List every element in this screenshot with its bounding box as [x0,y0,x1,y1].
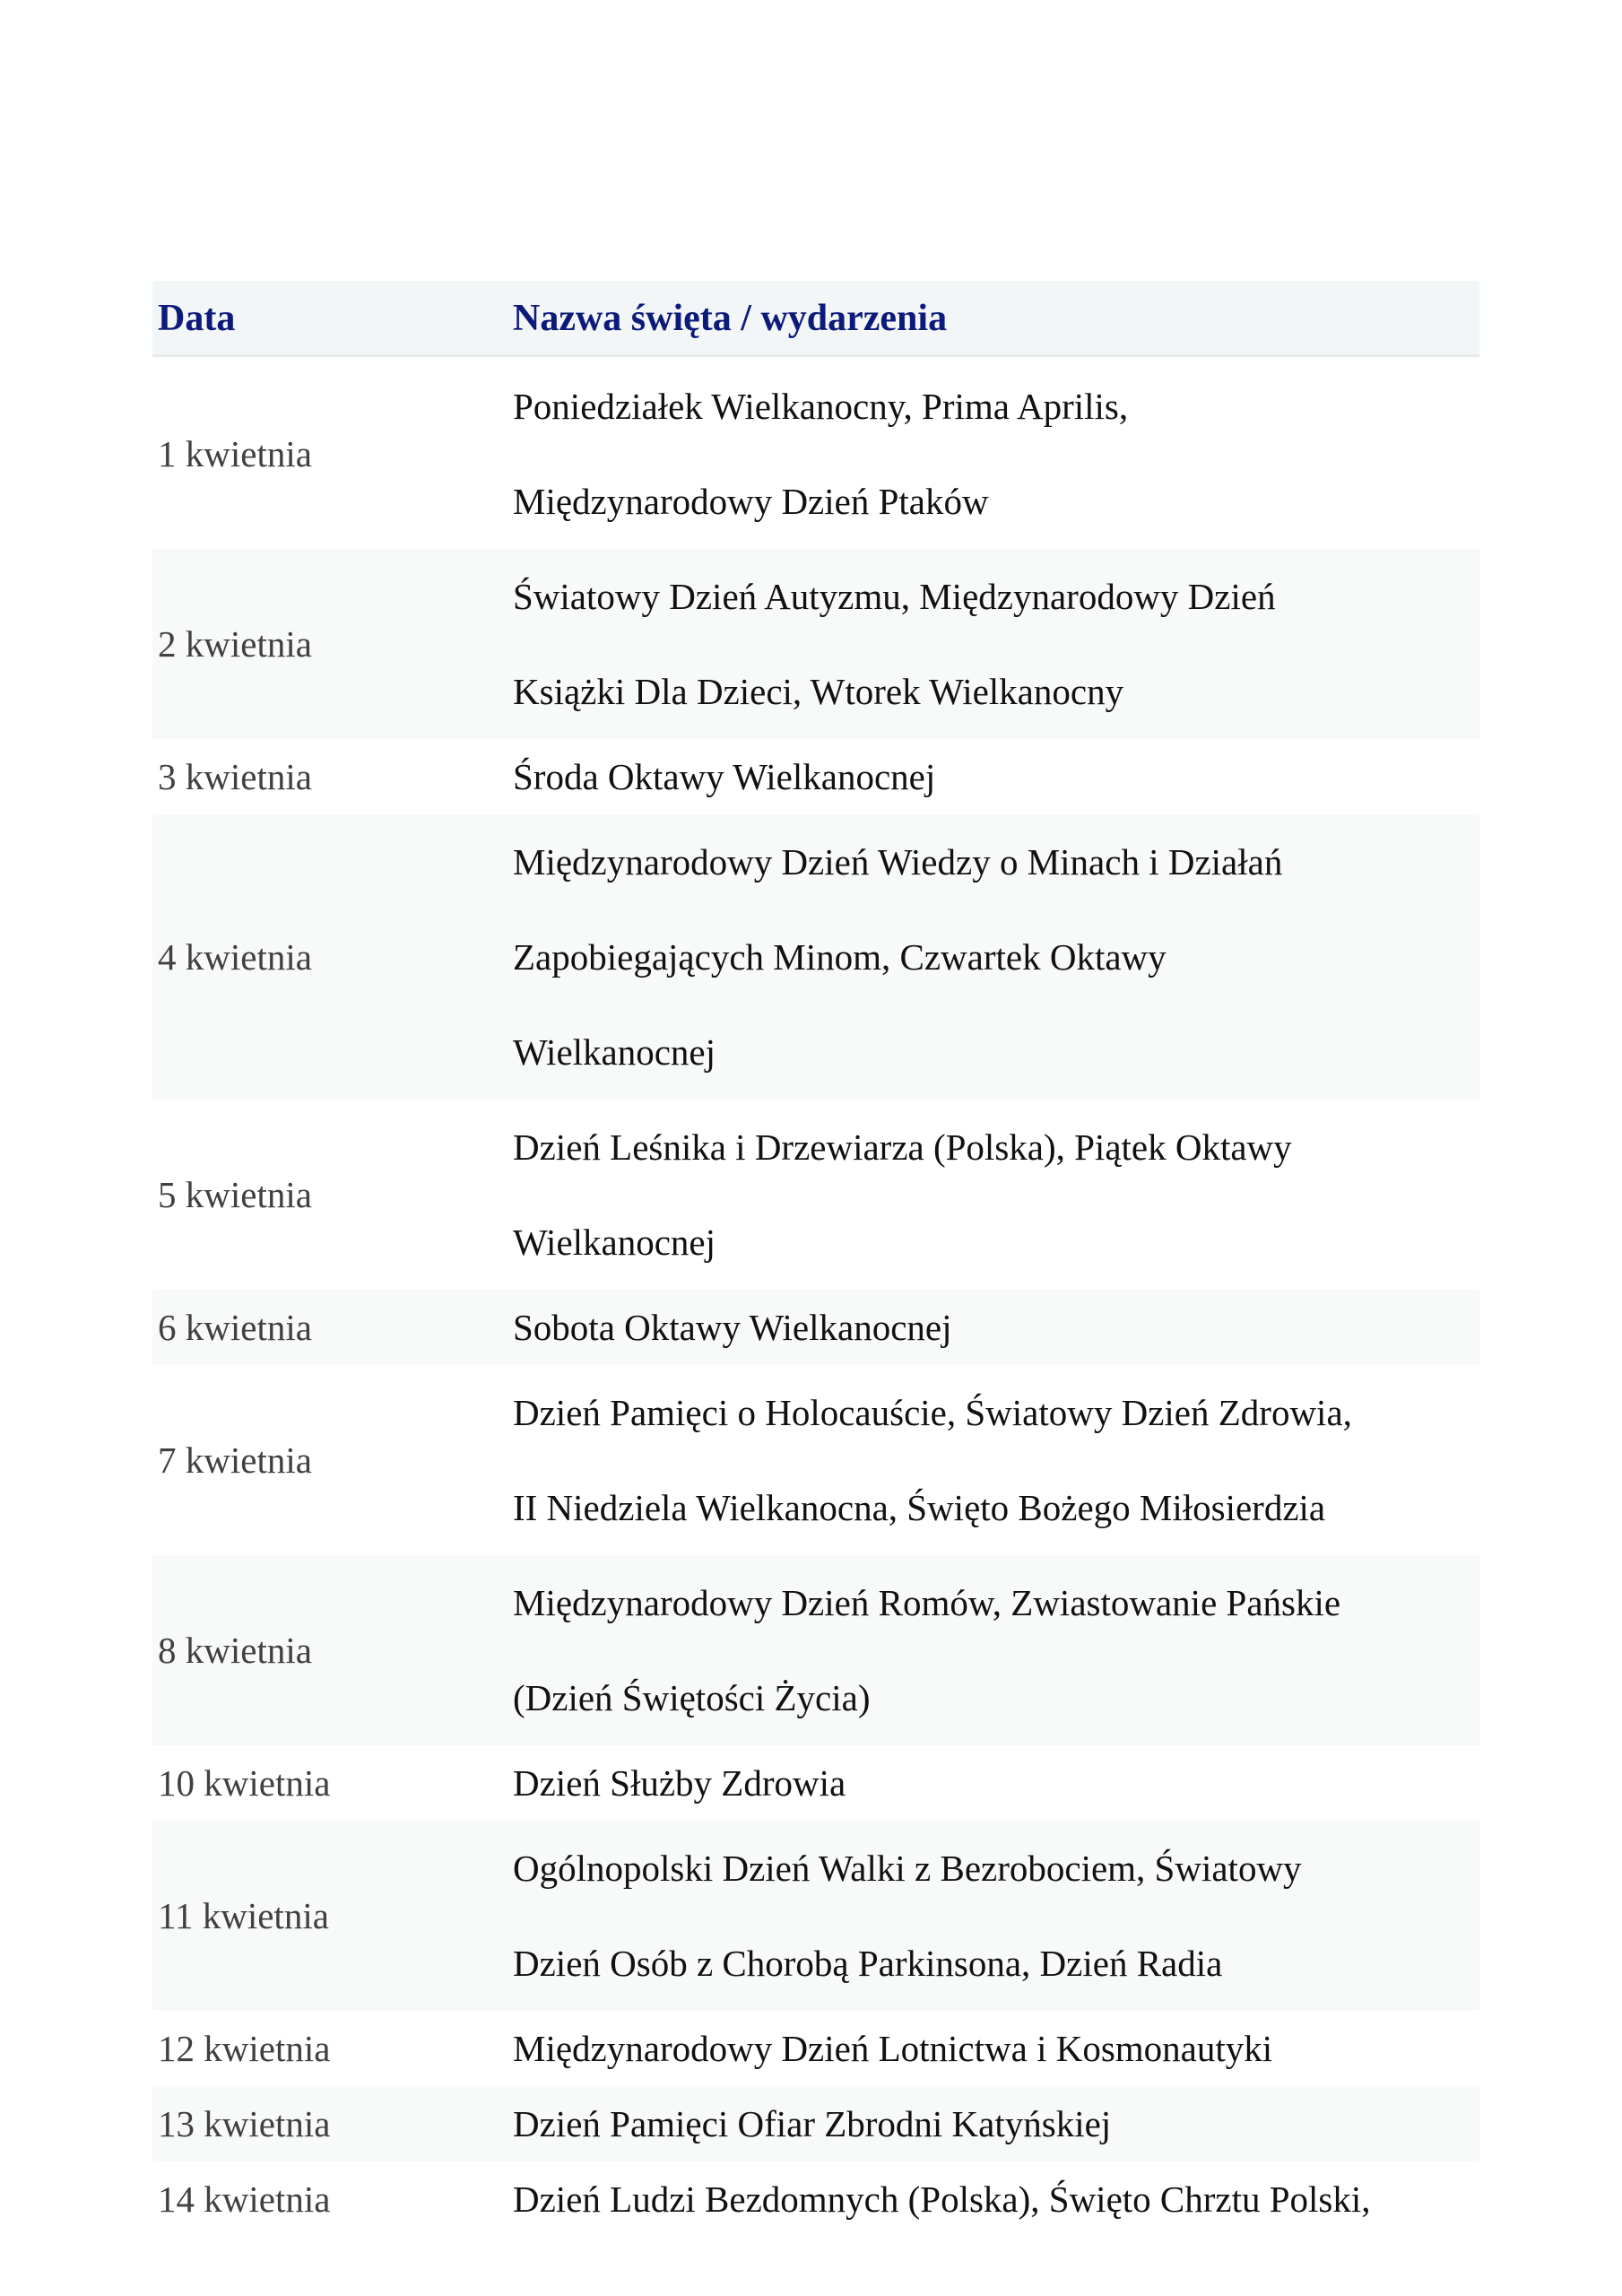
table-row [152,814,1479,1100]
row-date: 14 kwietnia [158,2179,331,2220]
row-date: 13 kwietnia [158,2103,331,2144]
header-date: Data [158,298,236,339]
row-date: 12 kwietnia [158,2028,331,2069]
table-row [152,1365,1479,1555]
event-line: Światowy Dzień Autyzmu, Międzynarodowy Dzień [513,576,1276,617]
holidays-table [152,281,1479,2237]
event-line: Dzień Służby Zdrowia [513,1762,846,1804]
table-row [152,1100,1479,1290]
table-row [152,1745,1479,1821]
row-event-name [511,739,1479,814]
row-event-name [511,814,1479,1100]
table-row [152,2161,1479,2237]
event-line: Poniedziałek Wielkanocny, Prima Aprilis, [513,386,1129,427]
event-line: II Niedziela Wielkanocna, Święto Bożego Miłosierdzia [513,1487,1326,1528]
table-row [152,1555,1479,1745]
event-line: Międzynarodowy Dzień Lotnictwa i Kosmonautyki [513,2028,1273,2069]
header-name: Nazwa święta / wydarzenia [513,298,948,339]
row-date: 3 kwietnia [158,756,312,797]
table-row [152,2086,1479,2161]
row-event-name [511,549,1479,739]
event-line: Środa Oktawy Wielkanocnej [513,756,936,797]
event-line: Dzień Osób z Chorobą Parkinsona, Dzień Radia [513,1943,1223,1984]
event-line: Dzień Pamięci Ofiar Zbrodni Katyńskiej [513,2103,1112,2144]
event-line: Dzień Pamięci o Holocauście, Światowy Dzień Zdrowia, [513,1392,1352,1433]
table-row [152,2011,1479,2086]
event-line: (Dzień Świętości Życia) [513,1677,871,1718]
row-date: 8 kwietnia [158,1630,312,1671]
event-line: Wielkanocnej [513,1222,716,1263]
row-date: 7 kwietnia [158,1439,312,1481]
row-event-name [511,1100,1479,1290]
table-row [152,359,1479,549]
row-event-name [511,2086,1479,2161]
row-event-name [511,1745,1479,1821]
event-line: Zapobiegających Minom, Czwartek Oktawy [513,936,1167,978]
row-date: 2 kwietnia [158,623,312,665]
row-date: 11 kwietnia [158,1895,329,1936]
event-line: Międzynarodowy Dzień Romów, Zwiastowanie Pańskie [513,1582,1341,1623]
row-date: 4 kwietnia [158,936,312,978]
table-header [152,281,1479,357]
row-event-name [511,359,1479,549]
event-line: Dzień Ludzi Bezdomnych (Polska), Święto Chrztu Polski, [513,2179,1371,2220]
event-line: Ogólnopolski Dzień Walki z Bezrobociem, Światowy [513,1848,1302,1889]
table-row [152,1821,1479,2011]
event-line: Międzynarodowy Dzień Wiedzy o Minach i Działań [513,841,1283,883]
row-date: 10 kwietnia [158,1762,331,1804]
table-row [152,1290,1479,1365]
event-line: Międzynarodowy Dzień Ptaków [513,481,989,522]
row-event-name [511,1821,1479,2011]
event-line: Dzień Leśnika i Drzewiarza (Polska), Piątek Oktawy [513,1126,1292,1168]
row-event-name [511,1365,1479,1555]
row-date: 1 kwietnia [158,433,312,474]
table-row [152,549,1479,739]
row-event-name [511,1555,1479,1745]
event-line: Wielkanocnej [513,1031,716,1073]
row-event-name [511,2011,1479,2086]
row-event-name [511,1290,1479,1365]
row-date: 5 kwietnia [158,1174,312,1215]
row-event-name [511,2161,1479,2237]
event-line: Książki Dla Dzieci, Wtorek Wielkanocny [513,671,1124,712]
event-line: Sobota Oktawy Wielkanocnej [513,1307,952,1348]
row-date: 6 kwietnia [158,1307,312,1348]
table-row [152,739,1479,814]
table-body [152,359,1479,2237]
